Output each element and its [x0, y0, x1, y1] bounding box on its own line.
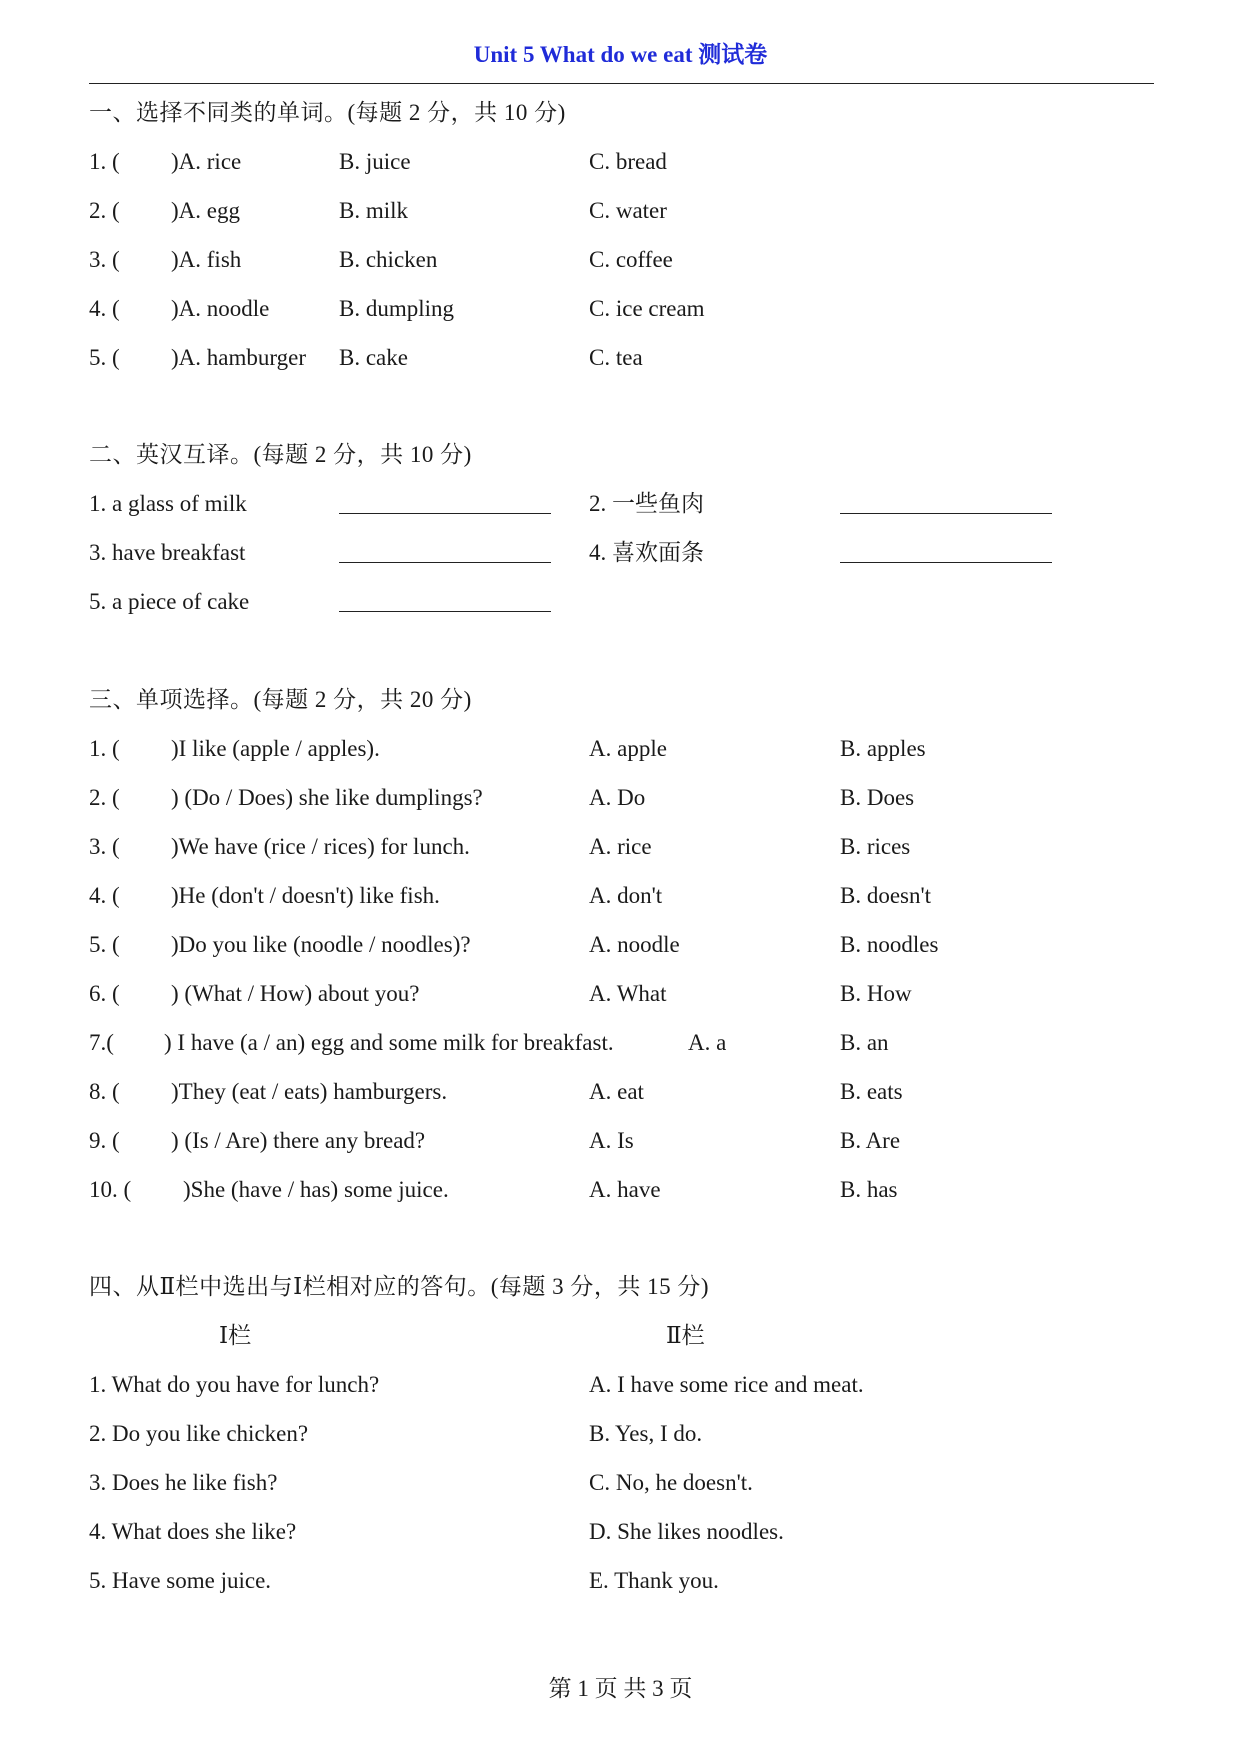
section-3-title: 三、单项选择。(每题 2 分，共 20 分) — [89, 687, 472, 712]
option-b: B. noodles — [840, 932, 939, 957]
question-number: 10. ( — [89, 1177, 132, 1202]
answer-text: D. She likes noodles. — [589, 1519, 784, 1544]
option-c: C. ice cream — [589, 296, 705, 321]
question-text: 1. What do you have for lunch? — [89, 1372, 380, 1397]
option-b: B. juice — [339, 149, 411, 174]
question-number: 7.( — [89, 1030, 114, 1055]
question-number: 4. ( — [89, 296, 120, 321]
s3-question-6 — [89, 977, 1154, 1011]
question-text: 4. What does she like? — [89, 1519, 297, 1544]
question-number: 5. ( — [89, 345, 120, 370]
section-2-title: 二、英汉互译。(每题 2 分，共 10 分) — [89, 442, 472, 467]
option-c: C. water — [589, 198, 667, 223]
question-text: )I like (apple / apples). — [171, 736, 380, 761]
answer-text: C. No, he doesn't. — [589, 1470, 753, 1495]
option-b: B. eats — [840, 1079, 903, 1104]
option-b: B. Does — [840, 785, 915, 810]
s4-row-1 — [89, 1368, 1154, 1402]
question-text: ) (What / How) about you? — [171, 981, 420, 1006]
option-b: B. milk — [339, 198, 409, 223]
question-number: 1. ( — [89, 149, 120, 174]
question-number: 9. ( — [89, 1128, 120, 1153]
s3-question-8 — [89, 1075, 1154, 1109]
s4-row-2 — [89, 1417, 1154, 1451]
option-a: A. a — [688, 1030, 727, 1055]
option-b: B. cake — [339, 345, 408, 370]
answer-text: B. Yes, I do. — [589, 1421, 703, 1446]
question-text: 5. Have some juice. — [89, 1568, 272, 1593]
s1-question-1 — [89, 145, 1154, 179]
s1-question-5 — [89, 341, 1154, 375]
option-a: )A. fish — [171, 247, 242, 272]
translation-prompt: 1. a glass of milk — [89, 491, 247, 516]
option-a: A. eat — [589, 1079, 644, 1104]
s4-row-4 — [89, 1515, 1154, 1549]
option-a: )A. rice — [171, 149, 242, 174]
question-text: ) I have (a / an) egg and some milk for breakfast. — [164, 1030, 614, 1055]
s3-question-9 — [89, 1124, 1154, 1158]
s4-row-5 — [89, 1564, 1154, 1598]
translation-prompt: 4. 喜欢面条 — [589, 540, 704, 565]
option-a: A. have — [589, 1177, 661, 1202]
option-b: B. dumpling — [339, 296, 455, 321]
page-title: Unit 5 What do we eat 测试卷 — [473, 42, 768, 67]
section-4-title: 四、从Ⅱ栏中选出与Ⅰ栏相对应的答句。(每题 3 分，共 15 分) — [89, 1274, 710, 1299]
question-text: 2. Do you like chicken? — [89, 1421, 309, 1446]
option-a: A. Is — [589, 1128, 634, 1153]
question-text: )Do you like (noodle / noodles)? — [171, 932, 471, 957]
s2-row-2 — [89, 536, 1154, 570]
option-a: )A. egg — [171, 198, 240, 223]
s4-column-headers — [89, 1319, 1154, 1353]
question-text: )We have (rice / rices) for lunch. — [171, 834, 470, 859]
answer-text: A. I have some rice and meat. — [589, 1372, 864, 1397]
answer-blank[interactable] — [339, 611, 551, 612]
option-b: B. Are — [840, 1128, 901, 1153]
s3-question-4 — [89, 879, 1154, 913]
question-number: 1. ( — [89, 736, 120, 761]
option-a: )A. noodle — [171, 296, 270, 321]
option-a: A. noodle — [589, 932, 680, 957]
question-number: 4. ( — [89, 883, 120, 908]
s3-question-5 — [89, 928, 1154, 962]
option-a: A. rice — [589, 834, 652, 859]
s1-question-3 — [89, 243, 1154, 277]
question-number: 2. ( — [89, 785, 120, 810]
s2-row-1 — [89, 487, 1154, 521]
question-text: ) (Do / Does) she like dumplings? — [171, 785, 483, 810]
answer-blank[interactable] — [339, 562, 551, 563]
column-1-header: Ⅰ栏 — [219, 1323, 252, 1348]
answer-blank[interactable] — [840, 562, 1052, 563]
question-number: 8. ( — [89, 1079, 120, 1104]
answer-text: E. Thank you. — [589, 1568, 719, 1593]
s1-question-4 — [89, 292, 1154, 326]
question-number: 5. ( — [89, 932, 120, 957]
option-b: B. has — [840, 1177, 898, 1202]
option-c: C. bread — [589, 149, 667, 174]
translation-prompt: 3. have breakfast — [89, 540, 246, 565]
option-a: A. don't — [589, 883, 663, 908]
s3-question-2 — [89, 781, 1154, 815]
option-b: B. apples — [840, 736, 926, 761]
option-a: A. Do — [589, 785, 646, 810]
s3-question-1 — [89, 732, 1154, 766]
option-b: B. chicken — [339, 247, 438, 272]
question-text: )She (have / has) some juice. — [183, 1177, 449, 1202]
answer-blank[interactable] — [339, 513, 551, 514]
option-b: B. How — [840, 981, 912, 1006]
option-b: B. an — [840, 1030, 889, 1055]
s3-question-3 — [89, 830, 1154, 864]
option-a: A. apple — [589, 736, 667, 761]
s2-row-3 — [89, 585, 1154, 619]
s3-question-10 — [89, 1173, 1154, 1207]
s4-row-3 — [89, 1466, 1154, 1500]
question-number: 6. ( — [89, 981, 120, 1006]
question-text: )They (eat / eats) hamburgers. — [171, 1079, 448, 1104]
option-a: A. What — [589, 981, 667, 1006]
option-b: B. rices — [840, 834, 911, 859]
question-text: ) (Is / Are) there any bread? — [171, 1128, 426, 1153]
question-number: 3. ( — [89, 247, 120, 272]
header-rule — [89, 83, 1154, 84]
question-number: 2. ( — [89, 198, 120, 223]
question-number: 3. ( — [89, 834, 120, 859]
option-c: C. tea — [589, 345, 643, 370]
question-text: 3. Does he like fish? — [89, 1470, 278, 1495]
section-1-title: 一、选择不同类的单词。(每题 2 分，共 10 分) — [89, 100, 566, 125]
option-b: B. doesn't — [840, 883, 932, 908]
s1-question-2 — [89, 194, 1154, 228]
translation-prompt: 5. a piece of cake — [89, 589, 250, 614]
option-a: )A. hamburger — [171, 345, 306, 370]
s3-question-7 — [89, 1026, 1154, 1060]
answer-blank[interactable] — [840, 513, 1052, 514]
translation-prompt: 2. 一些鱼肉 — [589, 491, 704, 516]
column-2-header: Ⅱ栏 — [666, 1323, 705, 1348]
question-text: )He (don't / doesn't) like fish. — [171, 883, 440, 908]
page-footer: 第 1 页 共 3 页 — [548, 1676, 693, 1701]
option-c: C. coffee — [589, 247, 673, 272]
